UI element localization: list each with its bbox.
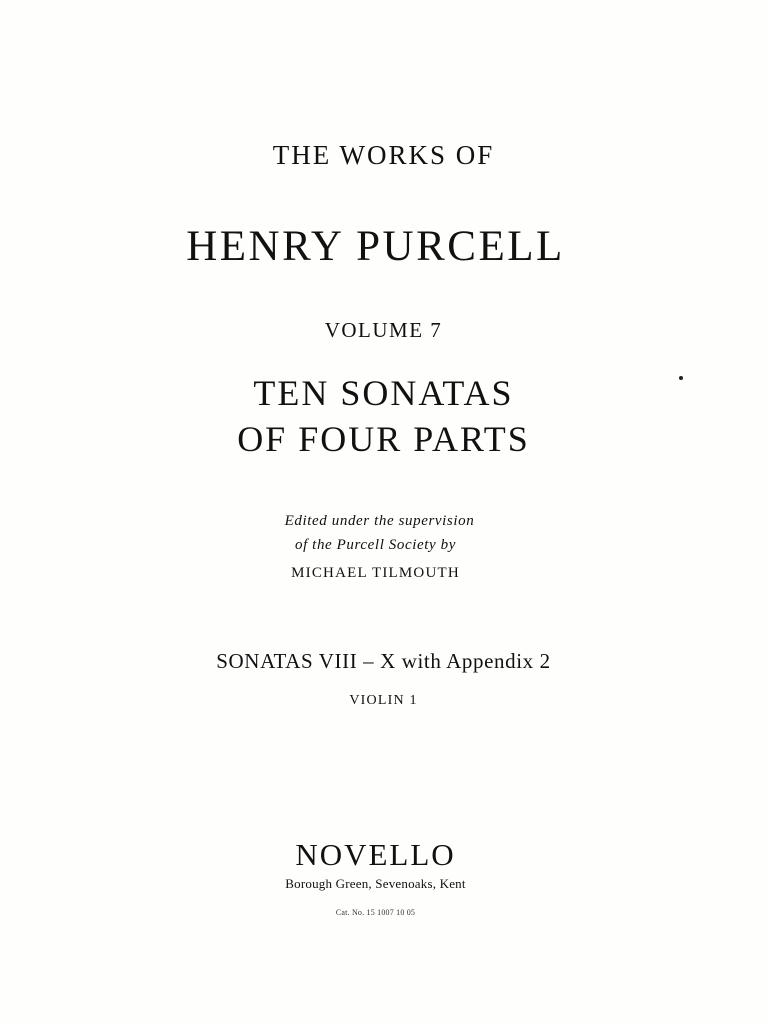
work-title-line-2: OF FOUR PARTS (237, 419, 530, 459)
ink-speck (679, 376, 683, 380)
edited-line-2: of the Purcell Society by (294, 537, 457, 553)
editor-name: MICHAEL TILMOUTH (291, 565, 460, 581)
work-title-line-1: TEN SONATAS (253, 373, 514, 413)
publisher-name: NOVELLO (295, 837, 456, 872)
edited-line-1: Edited under the supervision (284, 513, 475, 529)
series-heading: THE WORKS OF (272, 140, 495, 170)
volume-number: VOLUME 7 (324, 318, 443, 342)
publisher-address: Borough Green, Sevenoaks, Kent (285, 876, 466, 891)
instrument-part: VIOLIN 1 (349, 693, 418, 708)
composer-name: HENRY PURCELL (186, 223, 565, 270)
contents-line: SONATAS VIII – X with Appendix 2 (216, 649, 551, 673)
catalogue-number: Cat. No. 15 1007 10 05 (335, 908, 416, 917)
